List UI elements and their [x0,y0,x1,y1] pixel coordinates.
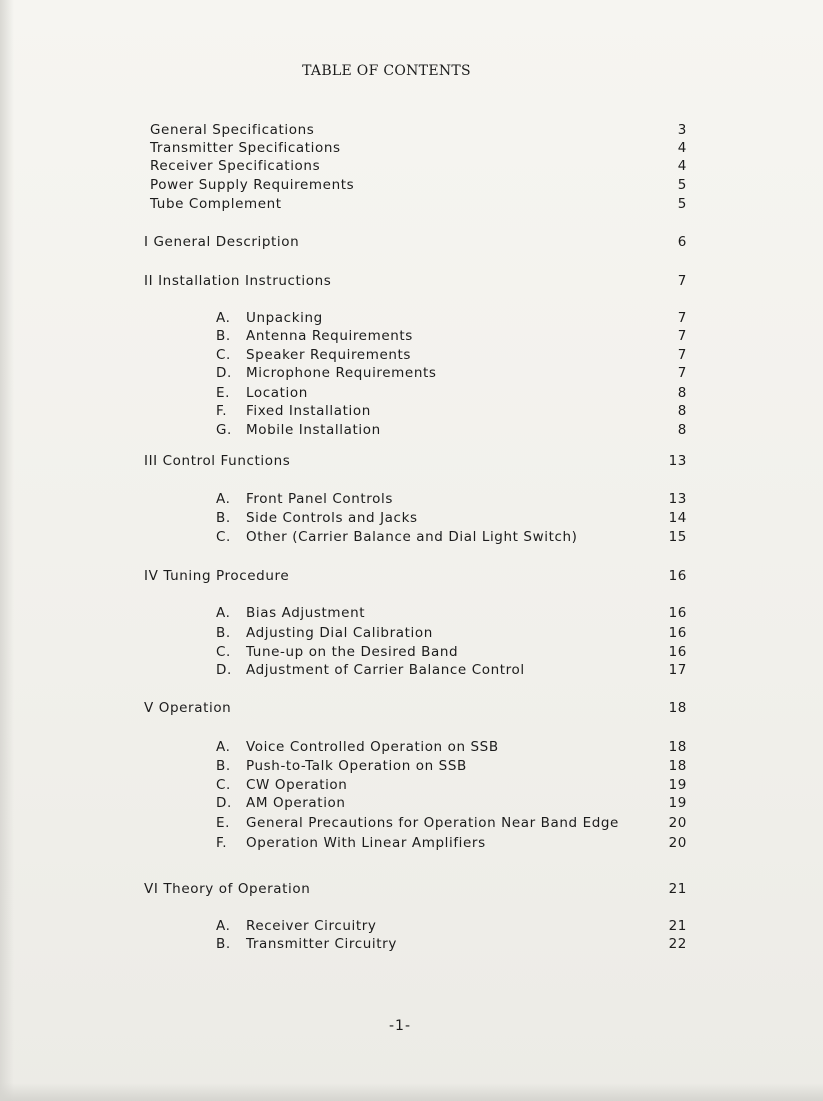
toc-subsection-entry [216,327,687,345]
toc-subsection-entry-number: B. [216,625,231,641]
toc-section-heading-number: IV [144,568,159,584]
toc-front-entry [150,121,687,139]
toc-front-entry-page: 3 [677,122,687,138]
toc-section-heading [144,699,687,717]
toc-subsection-entry-text: Front Panel Controls [246,491,393,507]
toc-subsection-entry-page: 8 [677,385,687,401]
toc-subsection-entry-label [216,794,346,812]
toc-front-entry-text: General Specifications [150,122,315,138]
toc-section-heading-page: 6 [677,234,687,250]
toc-subsection-entry-label [216,346,411,364]
toc-section-heading-text: Installation Instructions [158,273,332,289]
toc-front-entry-page: 5 [677,196,687,212]
toc-section-heading-page: 7 [677,273,687,289]
toc-subsection-entry-text: Speaker Requirements [246,347,412,363]
toc-subsection-entry [216,402,687,420]
toc-section-heading-text: General Description [153,234,300,250]
toc-subsection-entry [216,794,687,812]
toc-subsection-entry-text: Unpacking [246,310,323,326]
toc-subsection-entry-number: C. [216,529,231,545]
toc-front-entry [150,176,687,194]
toc-section-heading-label [144,880,310,898]
toc-subsection-entry-number: F. [216,403,228,419]
toc-front-entry [150,195,687,213]
toc-subsection-entry-page: 15 [668,529,687,545]
toc-section-heading [144,233,687,251]
toc-subsection-entry-text: Bias Adjustment [246,605,366,621]
toc-subsection-entry-label [216,528,578,546]
toc-subsection-entry [216,509,687,527]
toc-front-entry [150,139,687,157]
toc-subsection-entry-number: E. [216,385,231,401]
toc-subsection-entry-text: Side Controls and Jacks [246,510,418,526]
toc-subsection-entry-text: Voice Controlled Operation on SSB [246,739,499,755]
toc-subsection-entry-text: Antenna Requirements [246,328,413,344]
toc-subsection-entry-number: F. [216,835,228,851]
toc-section-heading-number: V [144,700,154,716]
toc-subsection-entry-page: 18 [668,739,687,755]
toc-subsection-entry [216,364,687,382]
toc-subsection-entry-label [216,421,381,439]
toc-subsection-entry-page: 16 [668,625,687,641]
toc-subsection-entry-page: 19 [668,777,687,793]
toc-subsection-entry-page: 16 [668,605,687,621]
toc-subsection-entry-text: Adjusting Dial Calibration [246,625,433,641]
toc-subsection-entry [216,643,687,661]
toc-subsection-entry-text: Location [246,385,308,401]
toc-front-entry-label [150,139,341,157]
toc-subsection-entry [216,384,687,402]
toc-subsection-entry-number: B. [216,510,231,526]
toc-subsection-entry-number: A. [216,605,231,621]
toc-subsection-entry [216,528,687,546]
toc-section-heading-text: Tuning Procedure [163,568,290,584]
toc-front-entry-page: 4 [677,158,687,174]
toc-subsection-entry-number: B. [216,758,231,774]
toc-subsection-entry [216,346,687,364]
toc-subsection-entry-label [216,364,437,382]
toc-subsection-entry [216,624,687,642]
toc-section-heading-number: III [144,453,158,469]
toc-subsection-entry-page: 8 [677,422,687,438]
toc-subsection-entry-page: 21 [668,918,687,934]
toc-subsection-entry-text: AM Operation [246,795,346,811]
toc-subsection-entry-label [216,661,525,679]
toc-subsection-entry-page: 7 [677,310,687,326]
toc-subsection-entry-text: Push-to-Talk Operation on SSB [246,758,467,774]
toc-subsection-entry [216,776,687,794]
toc-subsection-entry-label [216,509,418,527]
toc-subsection-entry-page: 7 [677,328,687,344]
toc-subsection-entry-text: Mobile Installation [246,422,381,438]
toc-subsection-entry-label [216,402,371,420]
toc-subsection-entry [216,917,687,935]
toc-section-heading-text: Theory of Operation [163,881,311,897]
toc-section-heading-page: 13 [668,453,687,469]
toc-front-entry-page: 4 [677,140,687,156]
toc-subsection-entry [216,661,687,679]
toc-section-heading-label [144,452,290,470]
toc-front-entry-page: 5 [677,177,687,193]
toc-subsection-entry-page: 13 [668,491,687,507]
toc-subsection-entry-label [216,776,347,794]
page-bottom-shadow [0,1083,823,1101]
toc-front-entry [150,157,687,175]
toc-subsection-entry-label [216,917,377,935]
toc-subsection-entry [216,757,687,775]
toc-subsection-entry-label [216,814,619,832]
toc-subsection-entry-text: Fixed Installation [246,403,371,419]
toc-subsection-entry-number: B. [216,936,231,952]
toc-subsection-entry-label [216,604,365,622]
toc-section-heading-page: 16 [668,568,687,584]
toc-section-heading-number: VI [144,881,159,897]
toc-subsection-entry-page: 20 [668,835,687,851]
toc-subsection-entry [216,814,687,832]
toc-subsection-entry-number: C. [216,777,231,793]
toc-subsection-entry-number: A. [216,491,231,507]
toc-subsection-entry [216,309,687,327]
toc-subsection-entry [216,604,687,622]
toc-subsection-entry-text: General Precautions for Operation Near Band Edge [246,815,619,831]
toc-subsection-entry-label [216,624,433,642]
toc-front-entry-label [150,176,354,194]
toc-subsection-entry-text: Other (Carrier Balance and Dial Light Switch) [246,529,578,545]
toc-subsection-entry-label [216,327,413,345]
toc-subsection-entry-text: Adjustment of Carrier Balance Control [246,662,525,678]
toc-subsection-entry-page: 22 [668,936,687,952]
toc-subsection-entry-number: D. [216,662,232,678]
toc-subsection-entry-label [216,834,486,852]
toc-subsection-entry-label [216,738,499,756]
toc-section-heading [144,452,687,470]
toc-section-heading-label [144,233,299,251]
toc-front-entry-label [150,157,320,175]
toc-subsection-entry-page: 8 [677,403,687,419]
toc-subsection-entry-number: A. [216,310,231,326]
page-edge-shadow [0,0,14,1101]
toc-subsection-entry-page: 19 [668,795,687,811]
toc-subsection-entry-page: 16 [668,644,687,660]
toc-front-entry-text: Tube Complement [150,196,282,212]
toc-subsection-entry-page: 20 [668,815,687,831]
toc-subsection-entry-text: Receiver Circuitry [246,918,377,934]
toc-subsection-entry-number: B. [216,328,231,344]
toc-section-heading-label [144,699,231,717]
toc-subsection-entry [216,935,687,953]
page-number: -1- [388,1018,411,1034]
toc-section-heading [144,272,687,290]
toc-front-entry-text: Power Supply Requirements [150,177,355,193]
page-title: TABLE OF CONTENTS [302,63,471,79]
toc-front-entry-label [150,195,282,213]
toc-section-heading-page: 21 [668,881,687,897]
toc-subsection-entry-label [216,935,397,953]
toc-subsection-entry-number: A. [216,739,231,755]
toc-section-heading-number: I [144,234,149,250]
toc-subsection-entry-number: D. [216,365,232,381]
toc-section-heading [144,880,687,898]
toc-subsection-entry-text: Tune-up on the Desired Band [246,644,459,660]
toc-subsection-entry-label [216,309,323,327]
toc-subsection-entry-text: Microphone Requirements [246,365,437,381]
toc-subsection-entry-number: C. [216,347,231,363]
toc-subsection-entry-label [216,643,458,661]
toc-subsection-entry-number: D. [216,795,232,811]
toc-section-heading-page: 18 [668,700,687,716]
toc-subsection-entry [216,490,687,508]
toc-section-heading [144,567,687,585]
toc-section-heading-label [144,272,331,290]
toc-subsection-entry-page: 17 [668,662,687,678]
toc-subsection-entry-page: 18 [668,758,687,774]
toc-section-heading-label [144,567,289,585]
toc-section-heading-text: Operation [158,700,232,716]
toc-front-entry-text: Transmitter Specifications [150,140,341,156]
toc-subsection-entry [216,421,687,439]
toc-subsection-entry-label [216,490,393,508]
toc-subsection-entry-page: 7 [677,365,687,381]
toc-subsection-entry-text: CW Operation [246,777,348,793]
toc-subsection-entry-number: A. [216,918,231,934]
toc-subsection-entry-page: 7 [677,347,687,363]
toc-subsection-entry [216,834,687,852]
toc-section-heading-text: Control Functions [162,453,291,469]
toc-subsection-entry-number: C. [216,644,231,660]
toc-subsection-entry-page: 14 [668,510,687,526]
toc-subsection-entry-label [216,384,308,402]
toc-front-entry-label [150,121,314,139]
toc-subsection-entry-text: Operation With Linear Amplifiers [246,835,486,851]
toc-subsection-entry-number: E. [216,815,231,831]
toc-subsection-entry [216,738,687,756]
toc-front-entry-text: Receiver Specifications [150,158,321,174]
toc-section-heading-number: II [144,273,154,289]
toc-subsection-entry-text: Transmitter Circuitry [246,936,397,952]
toc-subsection-entry-number: G. [216,422,232,438]
toc-subsection-entry-label [216,757,467,775]
